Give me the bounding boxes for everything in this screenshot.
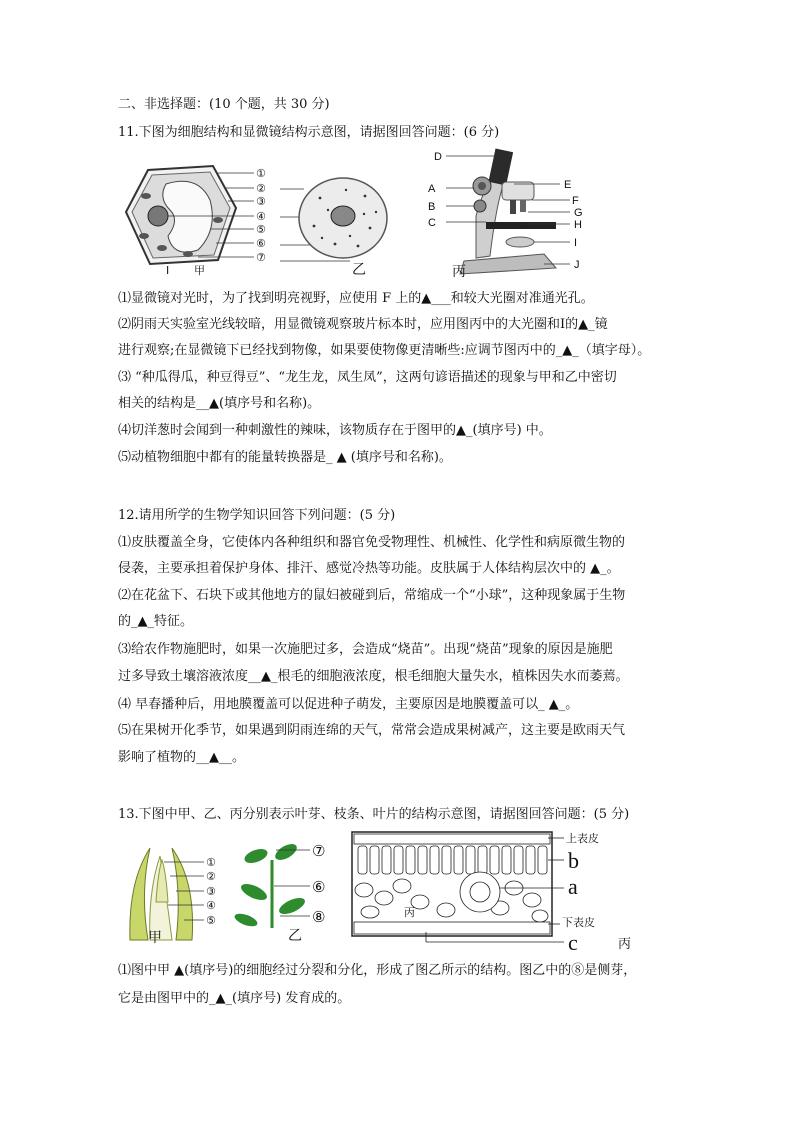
q12-line-2: 侵袭，主要承担着保护身体、排汗、感觉冷热等功能。皮肤属于人体结构层次中的 ▲_。 bbox=[118, 561, 620, 576]
callout-1: ① bbox=[256, 167, 266, 180]
fig-13-yi-caption: 乙 bbox=[288, 928, 302, 944]
animal-cell-diagram bbox=[280, 168, 400, 276]
callout-6: ⑥ bbox=[256, 237, 266, 250]
callout-3: ③ bbox=[256, 195, 266, 208]
knob-center bbox=[478, 182, 486, 190]
microscope-base bbox=[460, 254, 556, 274]
label-E: E bbox=[564, 179, 572, 191]
fig-jia-caption: 甲 bbox=[194, 264, 205, 277]
label-J: J bbox=[574, 259, 580, 271]
leaf bbox=[233, 911, 259, 929]
label-H: H bbox=[574, 219, 582, 231]
bud-callout-3: ③ bbox=[206, 885, 216, 898]
q11-line-1: ⑴显微镜对光时，为了找到明亮视野，应使用 F 上的▲___和较大光圈对准通光孔。 bbox=[118, 291, 594, 306]
callout-2: ② bbox=[256, 182, 266, 195]
branch-callout-8: ⑧ bbox=[312, 908, 326, 926]
leaf bbox=[243, 846, 270, 865]
leaf-bud-diagram bbox=[120, 842, 230, 944]
q11-line-6: ⑷切洋葱时会闻到一种刺激性的辣味，该物质存在于图甲的▲_(填序号) 中。 bbox=[118, 423, 552, 438]
leaf bbox=[273, 841, 300, 863]
label-D: D bbox=[434, 151, 442, 163]
q12-line-4: 的_▲_特征。 bbox=[118, 614, 193, 629]
fig-13-bing-caption: 丙 bbox=[618, 937, 632, 952]
branch-callout-7: ⑦ bbox=[312, 842, 326, 860]
label-A: A bbox=[428, 183, 436, 195]
branch-callout-6: ⑥ bbox=[312, 878, 326, 896]
bud-callout-5: ⑤ bbox=[206, 914, 216, 927]
q12-title: 12.请用所学的生物学知识回答下列问题：(5 分) bbox=[118, 508, 396, 523]
label-G: G bbox=[574, 207, 583, 219]
fig-yi-caption: 乙 bbox=[352, 262, 366, 276]
label-F: F bbox=[572, 195, 579, 207]
label-C: C bbox=[428, 217, 436, 229]
bud-callout-1: ① bbox=[206, 856, 216, 869]
q13-line-2: 它是由图甲中的_▲_(填序号) 发育成的。 bbox=[118, 991, 351, 1006]
q12-line-5: ⑶给农作物施肥时，如果一次施肥过多，会造成“烧苗”。出现“烧苗”现象的原因是施肥 bbox=[118, 642, 613, 657]
fig-13-jia-caption: 甲 bbox=[148, 930, 162, 944]
label-b: b bbox=[568, 848, 579, 873]
branch-diagram bbox=[232, 836, 342, 944]
plant-cell-diagram bbox=[118, 160, 278, 278]
chloroplast bbox=[157, 245, 167, 251]
bud-scale-left bbox=[130, 848, 150, 940]
label-lower-epidermis: 下表皮 bbox=[562, 916, 595, 929]
fine-adjustment-knob bbox=[474, 200, 486, 212]
nucleus bbox=[148, 206, 168, 226]
q12-line-3: ⑵在花盆下、石块下或其他地方的鼠妇被碰到后，常缩成一个“小球”，这种现象属于生物 bbox=[118, 588, 626, 603]
q11-title: 11.下图为细胞结构和显微镜结构示意图，请据图回答问题：(6 分) bbox=[118, 125, 500, 140]
chloroplast bbox=[213, 217, 223, 223]
q12-line-1: ⑴皮肤覆盖全身，它使体内各种组织和器官免受物理性、机械性、化学性和病原微生物的 bbox=[118, 535, 626, 550]
chloroplast bbox=[139, 233, 149, 239]
fig-bing-caption: 丙 bbox=[452, 264, 466, 280]
label-c: c bbox=[568, 930, 578, 952]
label-upper-epidermis: 上表皮 bbox=[566, 832, 599, 845]
lens-body bbox=[502, 182, 534, 200]
objective-lens bbox=[510, 200, 516, 214]
callout-4: ④ bbox=[256, 210, 266, 223]
q11-line-4: ⑶ “种瓜得瓜，种豆得豆”、“龙生龙，凤生凤”，这两句谚语描述的现象与甲和乙中密切 bbox=[118, 370, 617, 385]
label-I: I bbox=[574, 237, 578, 249]
q13-line-1: ⑴图中甲 ▲(填序号)的细胞经过分裂和分化，形成了图乙所示的结构。图乙中的⑧是侧芽， bbox=[118, 963, 637, 978]
q12-line-6: 过多导致土壤溶液浓度__▲_根毛的细胞液浓度，根毛细胞大量失水，植株因失水而萎蔫。 bbox=[118, 669, 629, 684]
q13-title: 13.下图中甲、乙、丙分别表示叶芽、枝条、叶片的结构示意图，请据图回答问题：(5 分) bbox=[118, 807, 630, 822]
label-inner-bing: 丙 bbox=[404, 906, 415, 919]
leaf bbox=[239, 881, 269, 904]
eyepiece-tube bbox=[488, 148, 513, 185]
q11-line-5: 相关的结构是__▲(填序号和名称)。 bbox=[118, 396, 321, 411]
lower-epidermis bbox=[354, 922, 550, 934]
label-B: B bbox=[428, 201, 436, 213]
stage bbox=[486, 222, 556, 229]
q11-line-2: ⑵阴雨天实验室光线较暗，用显微镜观察玻片标本时，应用图丙中的大光圈和Ⅰ的▲_镜 bbox=[118, 317, 608, 332]
nucleus bbox=[331, 206, 355, 226]
callout-7: ⑦ bbox=[256, 251, 266, 264]
microscope-diagram bbox=[424, 146, 594, 280]
section-heading: 二、非选择题：(10 个题，共 30 分) bbox=[118, 97, 330, 112]
q12-line-8: ⑸在果树开化季节，如果遇到阴雨连绵的天气，常常会造成果树减产，这主要是欧雨天气 bbox=[118, 723, 626, 738]
leaf-section-diagram bbox=[350, 828, 640, 952]
callout-5: ⑤ bbox=[256, 223, 266, 236]
objective-lens bbox=[520, 200, 526, 212]
bud-callout-4: ④ bbox=[206, 899, 216, 912]
label-a: a bbox=[568, 874, 578, 899]
q11-line-7: ⑸动植物细胞中都有的能量转换器是_ ▲ (填序号和名称)。 bbox=[118, 450, 452, 465]
upper-epidermis bbox=[354, 834, 550, 844]
chloroplast bbox=[183, 251, 193, 257]
mirror bbox=[506, 237, 534, 247]
q11-line-3: 进行观察;在显微镜下已经找到物像，如果要使物像更清晰些:应调节图丙中的_▲_（填字母）。 bbox=[118, 343, 651, 358]
bud-callout-2: ② bbox=[206, 870, 216, 883]
chloroplast bbox=[141, 193, 151, 199]
q12-line-7: ⑷ 早春播种后，用地膜覆盖可以促进种子萌发，主要原因是地膜覆盖可以_ ▲_。 bbox=[118, 697, 579, 712]
leaf bbox=[277, 895, 307, 918]
roman-one-label: Ⅰ bbox=[166, 264, 170, 277]
q12-line-9: 影响了植物的__▲__。 bbox=[118, 750, 245, 765]
